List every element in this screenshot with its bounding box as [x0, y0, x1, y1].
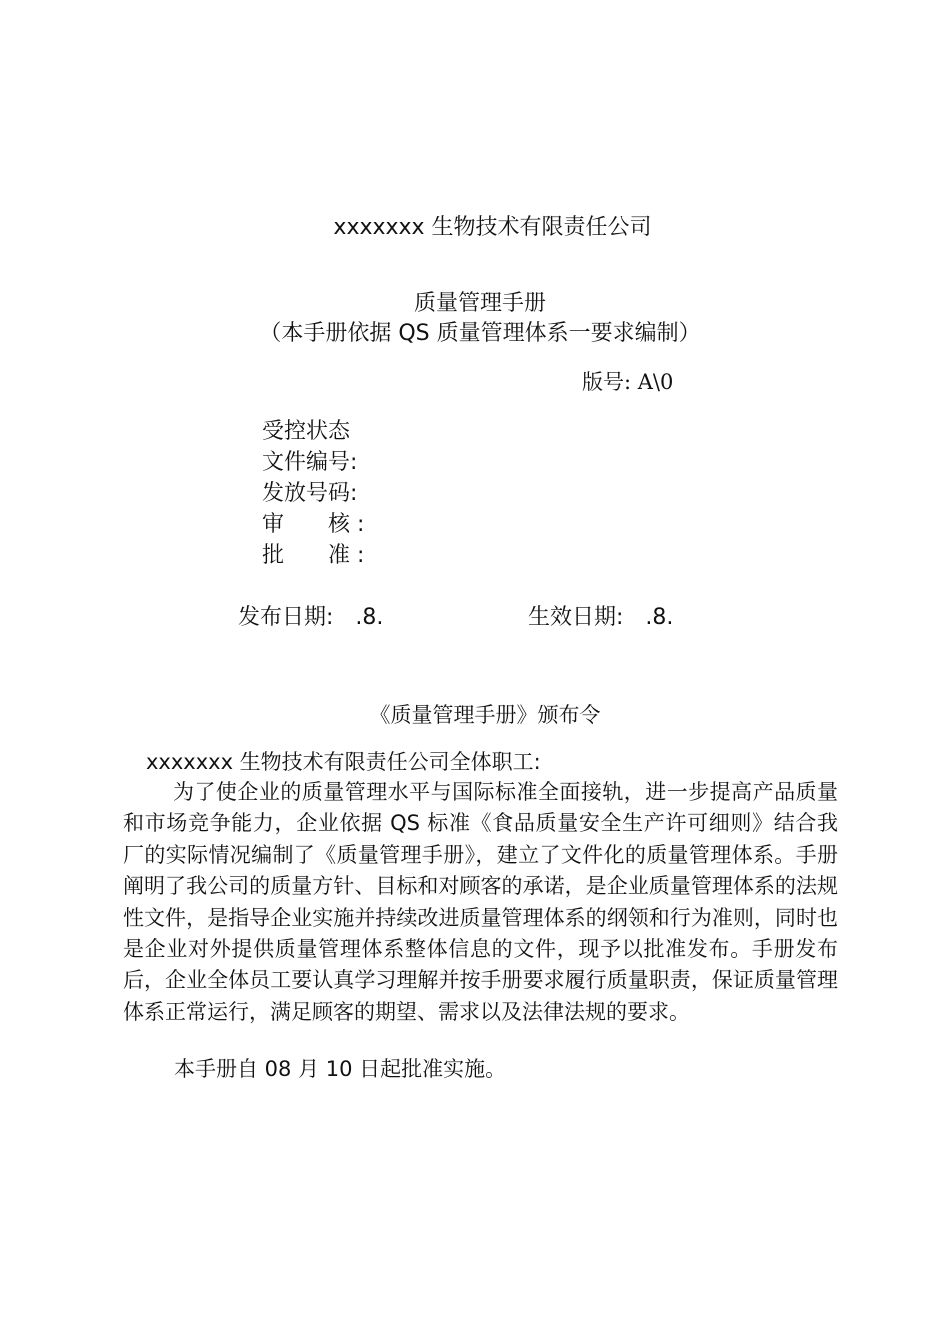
decree-greeting: xxxxxxx 生物技术有限责任公司全体职工:: [146, 750, 541, 774]
review-field: 审 核 :: [262, 512, 365, 537]
decree-closing: 本手册自 08 月 10 日起批准实施。: [174, 1057, 507, 1081]
file-number-field: 文件编号:: [262, 450, 358, 475]
issue-number-field: 发放号码:: [262, 481, 358, 506]
controlled-status-field: 受控状态: [262, 419, 351, 444]
decree-body: 为了使企业的质量管理水平与国际标准全面接轨，进一步提高产品质量和市场竞争能力，企业依据 QS 标准《食品质量安全生产许可细则》结合我厂的实际情况编制了《质量管理手册》，建立了文件化的质量管理体系。手册阐明了我公司的质量方针、目标和对顾客的承诺，是企业质量管理体系的法规性文件，是指导企业实施并持续改进质量管理体系的纲领和行为准则，同时也是企业对外提供质量管理体系整体信息的文件，现予以批准发布。手册发布后，企业全体员工要认真学习理解并按手册要求履行质量职责，保证质量管理体系正常运行，满足顾客的期望、需求以及法律法规的要求。: [123, 780, 838, 1024]
company-name: xxxxxxx 生物技术有限责任公司: [333, 215, 652, 240]
manual-subtitle: （本手册依据 QS 质量管理体系一要求编制）: [259, 321, 701, 346]
approve-field: 批 准 :: [262, 543, 365, 568]
decree-title: 《质量管理手册》颁布令: [369, 703, 601, 727]
version-number: 版号: A\0: [582, 370, 674, 394]
release-date: 发布日期: .8.: [238, 605, 384, 630]
effective-date: 生效日期: .8.: [528, 605, 674, 630]
manual-title: 质量管理手册: [413, 291, 546, 316]
